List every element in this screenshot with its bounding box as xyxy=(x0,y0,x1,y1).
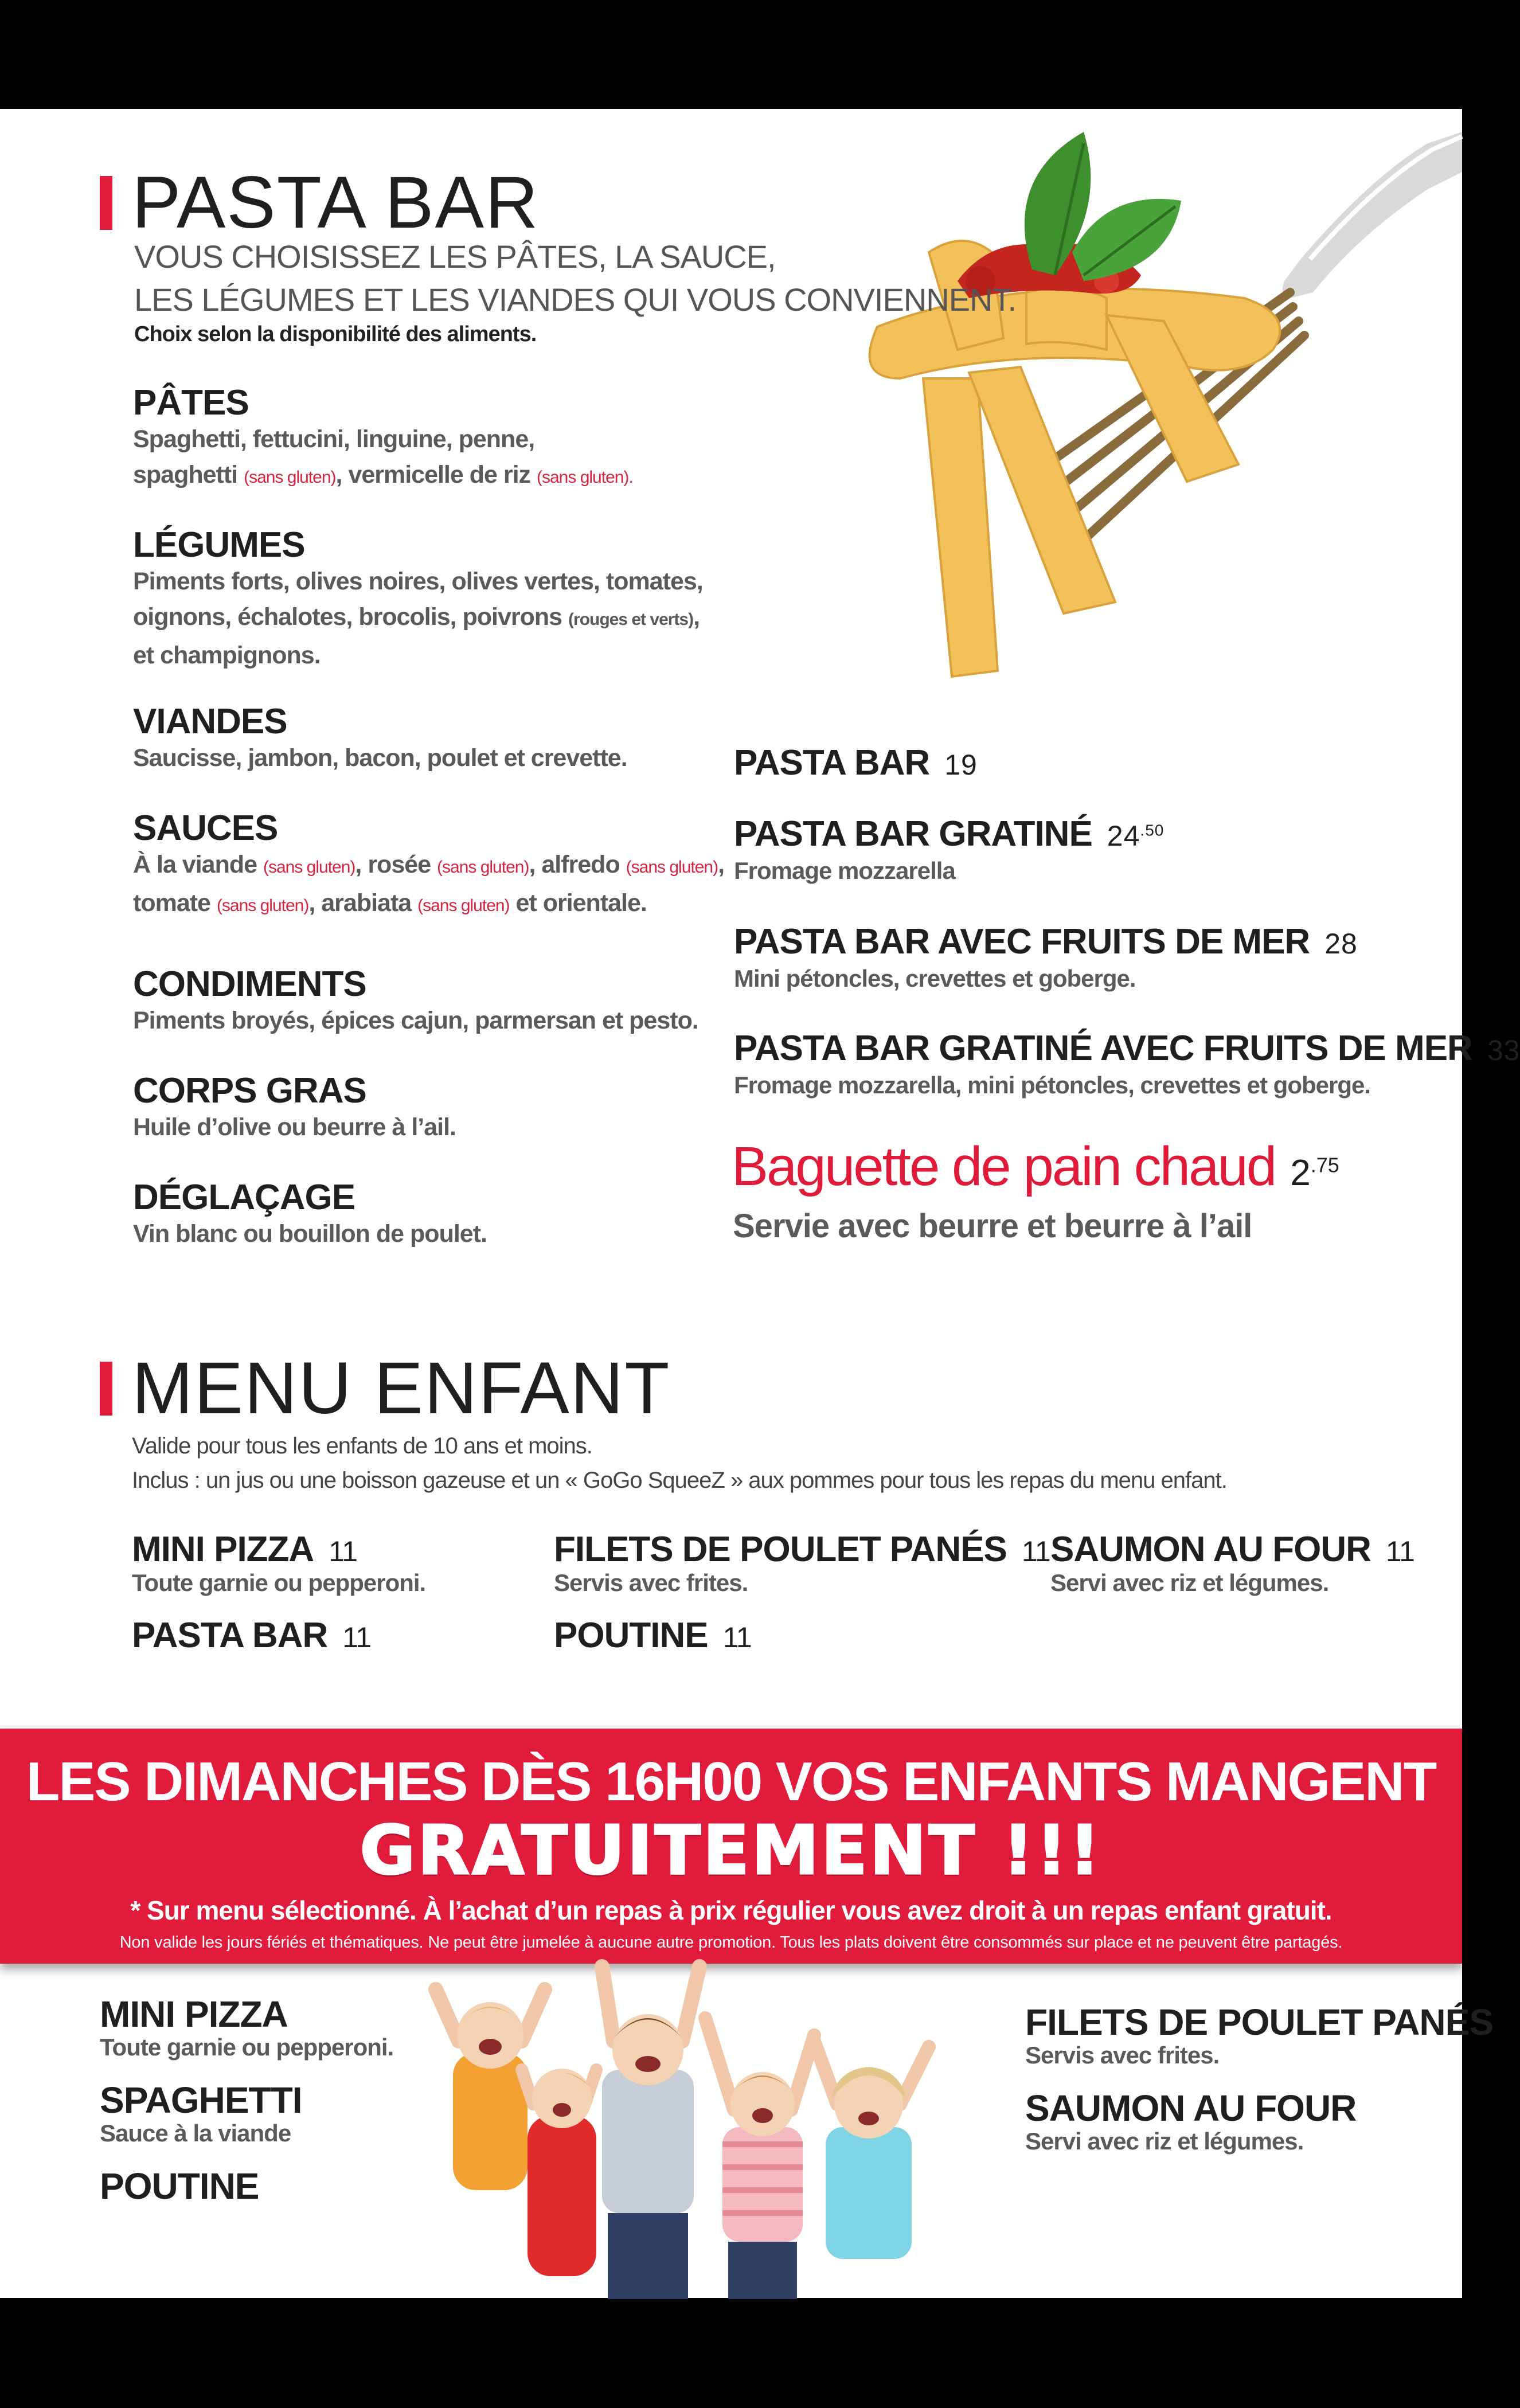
baguette-name: Baguette de pain chaud xyxy=(732,1136,1276,1197)
category-line: Spaghetti, fettucini, linguine, penne, xyxy=(133,425,535,454)
kids-item-name: MINI PIZZA xyxy=(132,1530,314,1569)
free-item-name: SAUMON AU FOUR xyxy=(1025,2088,1357,2129)
category-line xyxy=(133,847,724,885)
menu-enfant-title: MENU ENFANT xyxy=(132,1347,671,1429)
gluten-free-tag: (sans gluten) xyxy=(626,858,718,877)
kids-item-poutine xyxy=(554,1617,752,1654)
sunday-promo-banner xyxy=(0,1729,1462,1964)
price-item-desc: Mini pétoncles, crevettes et goberge. xyxy=(734,965,1136,992)
kids-item-heading xyxy=(554,1617,752,1654)
free-item-name: SPAGHETTI xyxy=(100,2079,302,2121)
promo-headline: LES DIMANCHES DÈS 16H00 VOS ENFANTS MANGENT xyxy=(26,1751,1436,1812)
price-item-heading xyxy=(734,923,1358,960)
free-item-poutine xyxy=(100,2167,259,2206)
text-part: , xyxy=(693,603,700,631)
free-item-desc: Servis avec frites. xyxy=(1025,2042,1220,2069)
free-item-name: FILETS DE POULET PANÉS xyxy=(1025,2002,1493,2043)
kids-item-price: 11 xyxy=(342,1621,372,1653)
gluten-free-tag: (sans gluten) xyxy=(216,896,309,916)
category-line xyxy=(133,599,703,638)
category-text: Vin blanc ou bouillon de poulet. xyxy=(133,1220,487,1248)
price-item-heading xyxy=(734,815,1164,853)
category-title: DÉGLAÇAGE xyxy=(133,1178,355,1217)
kids-item-heading xyxy=(554,1531,1050,1568)
gluten-free-tag: (sans gluten) xyxy=(417,896,510,916)
price-dollars: 2 xyxy=(1290,1152,1311,1193)
text-part: , alfredo xyxy=(529,851,626,879)
price-item-pasta-bar-gratine xyxy=(734,815,1164,885)
price-dollars: 33 xyxy=(1487,1034,1520,1066)
kids-item-desc: Servi avec riz et légumes. xyxy=(1050,1569,1329,1597)
free-item-desc: Toute garnie ou pepperoni. xyxy=(100,2034,394,2061)
price xyxy=(1487,1034,1520,1066)
free-item-desc: Sauce à la viande xyxy=(100,2120,291,2147)
kids-item-price: 11 xyxy=(722,1621,752,1653)
kids-item-heading xyxy=(1050,1531,1415,1568)
text-part: À la viande xyxy=(133,851,263,879)
price-item-heading xyxy=(734,744,978,781)
category-line: et champignons. xyxy=(133,642,321,670)
price xyxy=(944,749,978,781)
free-item-saumon xyxy=(1025,2089,1356,2155)
category-title: SAUCES xyxy=(133,808,278,848)
kids-item-heading xyxy=(132,1531,425,1568)
category-legumes xyxy=(133,526,703,673)
category-condiments xyxy=(133,965,698,1038)
kids-item-mini-pizza xyxy=(132,1531,425,1597)
category-title: PÂTES xyxy=(133,383,249,423)
text-part: , rosée xyxy=(355,851,437,879)
price-dollars: 19 xyxy=(944,749,978,781)
category-text xyxy=(133,421,633,495)
heading-accent-bar xyxy=(100,1362,112,1416)
kids-item-name: PASTA BAR xyxy=(132,1616,328,1655)
promo-condition: * Sur menu sélectionné. À l’achat d’un repas à prix régulier vous avez droit à un repas enfant gratuit. xyxy=(130,1895,1332,1925)
gluten-free-tag: (sans gluten) xyxy=(437,858,529,877)
text-part: , xyxy=(718,851,725,879)
category-text xyxy=(133,847,724,924)
price xyxy=(1324,928,1358,960)
text-part: , arabiata xyxy=(308,889,418,917)
kids-item-name: FILETS DE POULET PANÉS xyxy=(554,1530,1007,1569)
pasta-on-fork-image xyxy=(786,109,1462,705)
kids-note-1: Valide pour tous les enfants de 10 ans et moins. xyxy=(132,1433,592,1459)
pasta-bar-title: PASTA BAR xyxy=(132,162,540,244)
kids-item-saumon xyxy=(1050,1531,1415,1597)
category-line xyxy=(133,457,633,495)
category-text: Piments broyés, épices cajun, parmersan et pesto. xyxy=(133,1007,698,1035)
heading-accent-bar xyxy=(100,176,112,230)
text-part: tomate xyxy=(133,889,217,917)
menu-enfant-heading xyxy=(100,1347,671,1429)
free-item-spaghetti xyxy=(100,2081,302,2147)
availability-note: Choix selon la disponibilité des aliments. xyxy=(134,322,537,346)
free-item-desc: Servi avec riz et légumes. xyxy=(1025,2128,1304,2155)
price-item-desc: Fromage mozzarella xyxy=(734,857,955,885)
price-item-pasta-bar xyxy=(734,744,978,781)
kids-item-price: 11 xyxy=(1021,1535,1050,1567)
price-dollars: 24 xyxy=(1107,820,1140,852)
category-sauces xyxy=(133,810,724,924)
text-part: , vermicelle de riz xyxy=(335,461,537,489)
baguette-item xyxy=(732,1135,1339,1198)
promo-free-text: GRATUITEMENT !!! xyxy=(360,1811,1103,1890)
intro-line-1: VOUS CHOISISSEZ LES PÂTES, LA SAUCE, xyxy=(134,239,776,275)
text-part: et orientale. xyxy=(509,889,647,917)
price xyxy=(1107,820,1165,852)
category-line xyxy=(133,885,724,924)
text-part: oignons, échalotes, brocolis, poivrons xyxy=(133,603,569,631)
price-item-fruits-de-mer xyxy=(734,923,1358,992)
price-cents: .50 xyxy=(1140,821,1165,839)
gluten-free-tag: (sans gluten) xyxy=(263,858,355,877)
kids-item-heading xyxy=(132,1617,371,1654)
kids-item-pasta-bar xyxy=(132,1617,371,1654)
price-item-name: PASTA BAR GRATINÉ xyxy=(734,814,1092,854)
free-item-mini-pizza xyxy=(100,1995,393,2061)
text-part: . xyxy=(628,468,633,487)
price-item-name: PASTA BAR AVEC FRUITS DE MER xyxy=(734,922,1310,961)
category-text: Huile d’olive ou beurre à l’ail. xyxy=(133,1113,456,1142)
category-title: VIANDES xyxy=(133,702,287,741)
free-item-name: MINI PIZZA xyxy=(100,1993,288,2035)
price-item-gratine-fruits-de-mer xyxy=(734,1030,1520,1099)
category-title: LÉGUMES xyxy=(133,525,305,565)
category-title: CORPS GRAS xyxy=(133,1071,366,1111)
category-viandes xyxy=(133,703,627,776)
gluten-free-tag: (sans gluten) xyxy=(537,468,629,487)
free-item-name: POUTINE xyxy=(100,2165,259,2207)
category-corps-gras xyxy=(133,1072,456,1145)
kids-item-desc: Servis avec frites. xyxy=(554,1569,748,1597)
promo-fine-print: Non valide les jours fériés et thématiques. Ne peut être jumelée à aucune autre promotion. Tous les plats doivent être consommés sur place et ne peuvent être partagés. xyxy=(119,1933,1343,1952)
intro-line-2: LES LÉGUMES ET LES VIANDES QUI VOUS CONVIENNENT. xyxy=(134,282,1017,318)
category-text xyxy=(133,564,703,673)
price-item-name: PASTA BAR GRATINÉ AVEC FRUITS DE MER xyxy=(734,1029,1472,1068)
gluten-free-tag: (sans gluten) xyxy=(244,468,336,487)
price-item-heading xyxy=(734,1030,1520,1067)
pasta-bar-intro xyxy=(134,235,1016,321)
category-text: Saucisse, jambon, bacon, poulet et crevette. xyxy=(133,744,627,772)
category-deglacage xyxy=(133,1179,487,1252)
kids-item-filets-poulet xyxy=(554,1531,1050,1597)
price-item-name: PASTA BAR xyxy=(734,743,930,783)
kids-item-price: 11 xyxy=(329,1535,358,1567)
price-item-desc: Fromage mozzarella, mini pétoncles, crevettes et goberge. xyxy=(734,1072,1371,1099)
free-item-filets-poulet xyxy=(1025,2003,1493,2069)
kids-item-name: POUTINE xyxy=(554,1616,708,1655)
baguette-desc: Servie avec beurre et beurre à l’ail xyxy=(733,1207,1252,1245)
baguette-price xyxy=(1290,1152,1339,1193)
kids-item-price: 11 xyxy=(1385,1535,1415,1567)
kids-item-desc: Toute garnie ou pepperoni. xyxy=(132,1569,426,1597)
cheering-children-image xyxy=(413,1955,975,2299)
category-title: CONDIMENTS xyxy=(133,964,366,1004)
category-line: Piments forts, olives noires, olives vertes, tomates, xyxy=(133,568,703,596)
kids-note-2: Inclus : un jus ou une boisson gazeuse et un « GoGo SqueeZ » aux pommes pour tous les repas du menu enfant. xyxy=(132,1468,1227,1493)
kids-item-name: SAUMON AU FOUR xyxy=(1050,1530,1371,1569)
price-dollars: 28 xyxy=(1324,928,1358,960)
price-cents: .75 xyxy=(1310,1153,1339,1177)
text-part: spaghetti xyxy=(133,461,244,489)
pasta-bar-heading xyxy=(100,162,540,244)
category-pates xyxy=(133,384,633,495)
menu-page xyxy=(0,109,1520,2298)
color-note: (rouges et verts) xyxy=(568,610,694,630)
